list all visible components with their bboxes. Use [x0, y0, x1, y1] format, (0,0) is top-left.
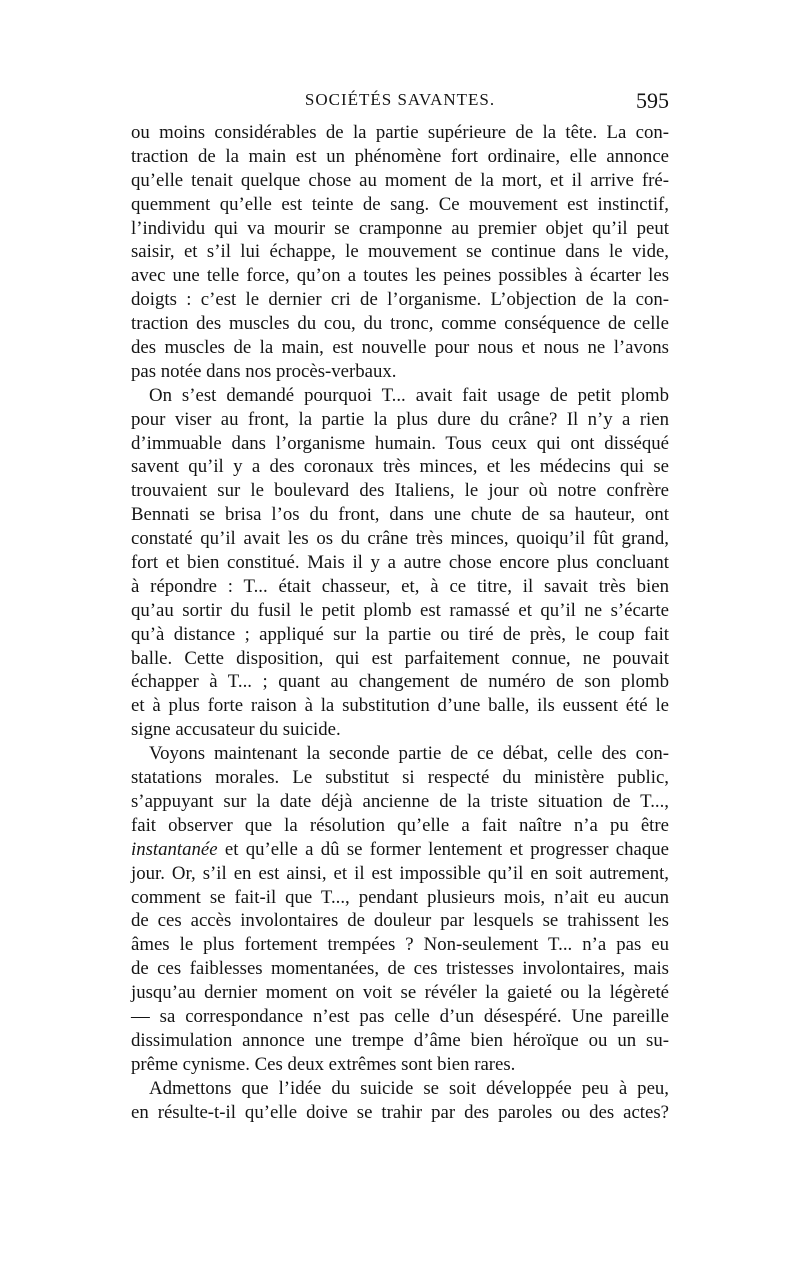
text-line: en résulte-t-il qu’elle doive se trahir par des paroles ou des actes?	[131, 1101, 669, 1123]
text-line: constaté qu’il avait les os du crâne très minces, quoiqu’il fût grand,	[131, 528, 669, 550]
text-line: comment se fait-il que T..., pendant plusieurs mois, n’ait eu aucun	[131, 886, 669, 908]
text-line: doigts : c’est le dernier cri de l’organisme. L’objection de la con-	[131, 289, 669, 311]
text-line: statations morales. Le substitut si respecté du ministère public,	[131, 767, 669, 789]
text-line: signe accusateur du suicide.	[131, 719, 341, 741]
text-line: qu’à distance ; appliqué sur la partie ou tiré de près, le coup fait	[131, 623, 669, 645]
text-line: saisir, et s’il lui échappe, le mouvement se continue dans le vide,	[131, 241, 669, 263]
text-line: fort et bien constitué. Mais il y a autre chose encore plus concluant	[131, 552, 669, 574]
text-line: de ces faiblesses momentanées, de ces tristesses involontaires, mais	[131, 958, 669, 980]
text-line: traction des muscles du cou, du tronc, comme conséquence de celle	[131, 313, 669, 335]
text-line: s’appuyant sur la date déjà ancienne de la triste situation de T...,	[131, 790, 669, 812]
text-line: balle. Cette disposition, qui est parfaitement connue, ne pouvait	[131, 647, 669, 669]
text-line: d’immuable dans l’organisme humain. Tous ceux qui ont disséqué	[131, 432, 669, 454]
text-line: à répondre : T... était chasseur, et, à ce titre, il savait très bien	[131, 575, 669, 597]
text-line: trouvaient sur le boulevard des Italiens, le jour où notre confrère	[131, 480, 669, 502]
text-line: qu’elle tenait quelque chose au moment de la mort, et il arrive fré-	[131, 169, 669, 191]
text-line: âmes le plus fortement trempées ? Non-seulement T... n’a pas eu	[131, 934, 669, 956]
text-line: jusqu’au dernier moment on voit se révéler la gaieté ou la légèreté	[131, 982, 669, 1004]
text-line	[131, 838, 669, 862]
text-line: ou moins considérables de la partie supérieure de la tête. La con-	[131, 122, 669, 143]
text-line: pas notée dans nos procès-verbaux.	[131, 360, 397, 382]
text-line: qu’au sortir du fusil le petit plomb est ramassé et qu’il ne s’écarte	[131, 599, 669, 621]
italic-text: instantanée	[131, 838, 218, 860]
text-line: Admettons que l’idée du suicide se soit développée peu à peu,	[149, 1077, 669, 1099]
running-head	[131, 90, 669, 120]
text-line: pour viser au front, la partie la plus dure du crâne? Il n’y a rien	[131, 408, 669, 430]
text-line: et à plus forte raison à la substitution d’une balle, ils eussent été le	[131, 695, 669, 717]
text-line: — sa correspondance n’est pas celle d’un désespéré. Une pareille	[131, 1005, 669, 1027]
text-run: et qu’elle a dû se former lentement et progresser chaque	[217, 838, 669, 860]
text-line: Bennati se brisa l’os du front, dans une chute de sa hauteur, ont	[131, 504, 669, 526]
text-line: On s’est demandé pourquoi T... avait fait usage de petit plomb	[149, 384, 669, 406]
text-line: échapper à T... ; quant au changement de numéro de son plomb	[131, 671, 669, 693]
running-title: SOCIÉTÉS SAVANTES.	[304, 90, 496, 109]
text-line: dissimulation annonce une trempe d’âme bien héroïque ou un su-	[131, 1029, 669, 1051]
text-line: savent qu’il y a des coronaux très minces, et les médecins qui se	[131, 456, 669, 478]
text-line: l’individu qui va mourir se cramponne au premier objet qu’il peut	[131, 217, 669, 239]
body-text	[131, 121, 669, 1124]
text-line: traction de la main est un phénomène fort ordinaire, elle annonce	[131, 145, 669, 167]
page-number: 595	[636, 88, 669, 113]
text-line: de ces accès involontaires de douleur par lesquels se trahissent les	[131, 910, 669, 932]
text-line: fait observer que la résolution qu’elle a fait naître n’a pu être	[131, 814, 669, 836]
text-line: quemment qu’elle est teinte de sang. Ce mouvement est instinctif,	[131, 193, 669, 215]
text-line: jour. Or, s’il en est ainsi, et il est impossible qu’il en soit autrement,	[131, 862, 669, 884]
text-line: prême cynisme. Ces deux extrêmes sont bien rares.	[131, 1053, 516, 1075]
text-line: des muscles de la main, est nouvelle pour nous et nous ne l’avons	[131, 337, 669, 359]
text-line: Voyons maintenant la seconde partie de ce débat, celle des con-	[149, 743, 669, 765]
text-line: avec une telle force, qu’on a toutes les peines possibles à écarter les	[131, 265, 669, 287]
